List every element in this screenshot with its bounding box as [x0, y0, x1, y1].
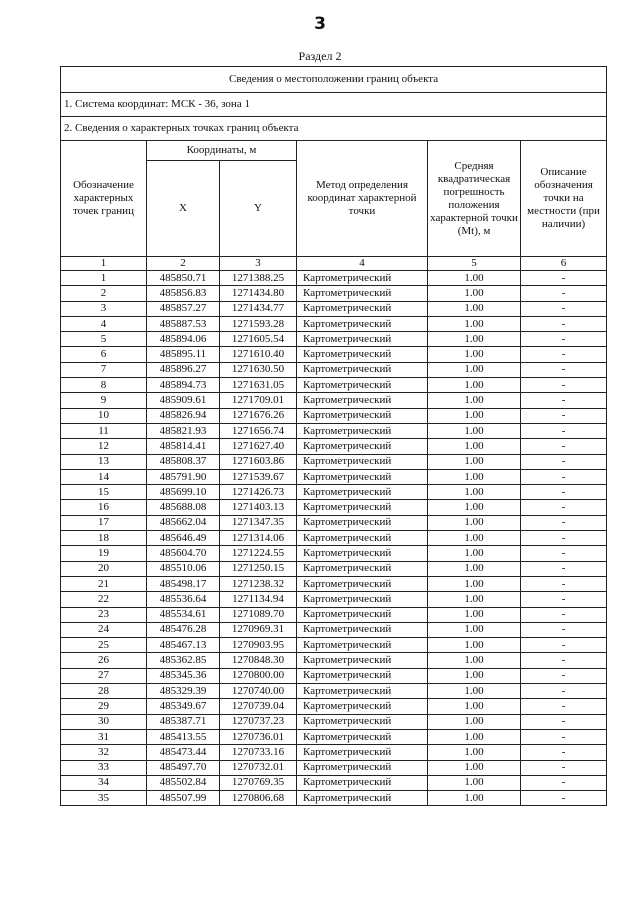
- y-coordinate: 1270740.00: [220, 684, 297, 699]
- x-coordinate: 485345.36: [147, 668, 220, 683]
- point-number: 13: [61, 454, 147, 469]
- mean-error: 1.00: [428, 531, 521, 546]
- mean-error: 1.00: [428, 408, 521, 423]
- description: -: [521, 500, 607, 515]
- y-coordinate: 1271314.06: [220, 531, 297, 546]
- y-coordinate: 1271089.70: [220, 607, 297, 622]
- x-coordinate: 485507.99: [147, 791, 220, 806]
- method: Картометрический: [297, 592, 428, 607]
- description: -: [521, 408, 607, 423]
- x-coordinate: 485688.08: [147, 500, 220, 515]
- x-coordinate: 485896.27: [147, 362, 220, 377]
- method: Картометрический: [297, 653, 428, 668]
- table-row: [61, 423, 607, 438]
- description: -: [521, 531, 607, 546]
- page-number: 3: [314, 14, 326, 34]
- description: -: [521, 561, 607, 576]
- x-coordinate: 485909.61: [147, 393, 220, 408]
- header-description: Описание обозначения точки на местности (при наличии): [521, 141, 607, 257]
- description: -: [521, 745, 607, 760]
- mean-error: 1.00: [428, 561, 521, 576]
- method: Картометрический: [297, 714, 428, 729]
- header-method: Метод определения координат характерной точки: [297, 141, 428, 257]
- section-title: Раздел 2: [298, 49, 342, 63]
- table-row: [61, 622, 607, 637]
- x-coordinate: 485791.90: [147, 469, 220, 484]
- description: -: [521, 454, 607, 469]
- point-number: 24: [61, 622, 147, 637]
- table-row: [61, 561, 607, 576]
- y-coordinate: 1271709.01: [220, 393, 297, 408]
- point-number: 12: [61, 439, 147, 454]
- method: Картометрический: [297, 561, 428, 576]
- description: -: [521, 286, 607, 301]
- mean-error: 1.00: [428, 729, 521, 744]
- point-number: 15: [61, 485, 147, 500]
- mean-error: 1.00: [428, 301, 521, 316]
- y-coordinate: 1271388.25: [220, 271, 297, 286]
- mean-error: 1.00: [428, 638, 521, 653]
- y-coordinate: 1270736.01: [220, 729, 297, 744]
- y-coordinate: 1271603.86: [220, 454, 297, 469]
- x-coordinate: 485850.71: [147, 271, 220, 286]
- mean-error: 1.00: [428, 332, 521, 347]
- description: -: [521, 760, 607, 775]
- description: -: [521, 775, 607, 790]
- table-row: [61, 454, 607, 469]
- mean-error: 1.00: [428, 775, 521, 790]
- x-coordinate: 485857.27: [147, 301, 220, 316]
- description: -: [521, 362, 607, 377]
- y-coordinate: 1271676.26: [220, 408, 297, 423]
- table-row: [61, 301, 607, 316]
- y-coordinate: 1271630.50: [220, 362, 297, 377]
- method: Картометрический: [297, 791, 428, 806]
- mean-error: 1.00: [428, 607, 521, 622]
- description: -: [521, 622, 607, 637]
- x-coordinate: 485467.13: [147, 638, 220, 653]
- y-coordinate: 1271238.32: [220, 576, 297, 591]
- column-number: 2: [147, 257, 220, 271]
- boundary-points-table: [60, 66, 607, 806]
- y-coordinate: 1271347.35: [220, 515, 297, 530]
- table-row: [61, 546, 607, 561]
- point-number: 35: [61, 791, 147, 806]
- table-row: [61, 332, 607, 347]
- x-coordinate: 485413.55: [147, 729, 220, 744]
- point-number: 3: [61, 301, 147, 316]
- mean-error: 1.00: [428, 760, 521, 775]
- point-number: 29: [61, 699, 147, 714]
- table-row: [61, 684, 607, 699]
- mean-error: 1.00: [428, 546, 521, 561]
- table-row: [61, 576, 607, 591]
- point-number: 30: [61, 714, 147, 729]
- x-coordinate: 485808.37: [147, 454, 220, 469]
- table-row: [61, 653, 607, 668]
- description: -: [521, 791, 607, 806]
- mean-error: 1.00: [428, 500, 521, 515]
- point-number: 20: [61, 561, 147, 576]
- table-row: [61, 531, 607, 546]
- table-title: Сведения о местоположении границ объекта: [61, 67, 607, 93]
- y-coordinate: 1270732.01: [220, 760, 297, 775]
- table-row: [61, 791, 607, 806]
- method: Картометрический: [297, 393, 428, 408]
- method: Картометрический: [297, 622, 428, 637]
- mean-error: 1.00: [428, 699, 521, 714]
- table-row: [61, 469, 607, 484]
- description: -: [521, 469, 607, 484]
- mean-error: 1.00: [428, 592, 521, 607]
- description: -: [521, 546, 607, 561]
- column-number: 1: [61, 257, 147, 271]
- column-number-row: [61, 257, 607, 271]
- mean-error: 1.00: [428, 668, 521, 683]
- point-number: 2: [61, 286, 147, 301]
- description: -: [521, 576, 607, 591]
- header-designation: Обозначение характерных точек границ: [61, 141, 147, 257]
- point-number: 9: [61, 393, 147, 408]
- y-coordinate: 1271426.73: [220, 485, 297, 500]
- header-x: X: [147, 161, 220, 257]
- point-number: 19: [61, 546, 147, 561]
- x-coordinate: 485349.67: [147, 699, 220, 714]
- coord-system: 1. Система координат: МСК - 36, зона 1: [61, 93, 607, 117]
- description: -: [521, 393, 607, 408]
- table-row: [61, 485, 607, 500]
- method: Картометрический: [297, 286, 428, 301]
- point-number: 4: [61, 316, 147, 331]
- mean-error: 1.00: [428, 653, 521, 668]
- point-number: 17: [61, 515, 147, 530]
- column-number: 4: [297, 257, 428, 271]
- table-row: [61, 714, 607, 729]
- column-number: 3: [220, 257, 297, 271]
- mean-error: 1.00: [428, 423, 521, 438]
- point-number: 27: [61, 668, 147, 683]
- y-coordinate: 1270769.35: [220, 775, 297, 790]
- y-coordinate: 1270848.30: [220, 653, 297, 668]
- x-coordinate: 485646.49: [147, 531, 220, 546]
- description: -: [521, 653, 607, 668]
- mean-error: 1.00: [428, 745, 521, 760]
- method: Картометрический: [297, 332, 428, 347]
- y-coordinate: 1271224.55: [220, 546, 297, 561]
- header-y: Y: [220, 161, 297, 257]
- method: Картометрический: [297, 423, 428, 438]
- table-row: [61, 745, 607, 760]
- point-number: 18: [61, 531, 147, 546]
- description: -: [521, 423, 607, 438]
- mean-error: 1.00: [428, 469, 521, 484]
- x-coordinate: 485510.06: [147, 561, 220, 576]
- header-error: Средняя квадратическая погрешность положения характерной точки (Mt), м: [428, 141, 521, 257]
- table-row: [61, 592, 607, 607]
- y-coordinate: 1271403.13: [220, 500, 297, 515]
- x-coordinate: 485536.64: [147, 592, 220, 607]
- table-row: [61, 699, 607, 714]
- x-coordinate: 485894.73: [147, 378, 220, 393]
- x-coordinate: 485497.70: [147, 760, 220, 775]
- y-coordinate: 1270733.16: [220, 745, 297, 760]
- y-coordinate: 1271250.15: [220, 561, 297, 576]
- point-number: 6: [61, 347, 147, 362]
- description: -: [521, 668, 607, 683]
- y-coordinate: 1270806.68: [220, 791, 297, 806]
- point-number: 28: [61, 684, 147, 699]
- description: -: [521, 714, 607, 729]
- table-row: [61, 607, 607, 622]
- point-number: 5: [61, 332, 147, 347]
- description: -: [521, 485, 607, 500]
- y-coordinate: 1271593.28: [220, 316, 297, 331]
- mean-error: 1.00: [428, 439, 521, 454]
- method: Картометрический: [297, 638, 428, 653]
- point-number: 10: [61, 408, 147, 423]
- x-coordinate: 485476.28: [147, 622, 220, 637]
- table-row: [61, 760, 607, 775]
- point-number: 8: [61, 378, 147, 393]
- x-coordinate: 485894.06: [147, 332, 220, 347]
- method: Картометрический: [297, 301, 428, 316]
- mean-error: 1.00: [428, 347, 521, 362]
- x-coordinate: 485662.04: [147, 515, 220, 530]
- y-coordinate: 1270737.23: [220, 714, 297, 729]
- description: -: [521, 271, 607, 286]
- header-coordinates: Координаты, м: [147, 141, 297, 161]
- x-coordinate: 485895.11: [147, 347, 220, 362]
- x-coordinate: 485387.71: [147, 714, 220, 729]
- method: Картометрический: [297, 362, 428, 377]
- method: Картометрический: [297, 485, 428, 500]
- method: Картометрический: [297, 729, 428, 744]
- x-coordinate: 485604.70: [147, 546, 220, 561]
- table-row: [61, 515, 607, 530]
- table-row: [61, 347, 607, 362]
- point-number: 21: [61, 576, 147, 591]
- y-coordinate: 1271434.80: [220, 286, 297, 301]
- points-heading: 2. Сведения о характерных точках границ объекта: [61, 117, 607, 141]
- point-number: 26: [61, 653, 147, 668]
- method: Картометрический: [297, 546, 428, 561]
- mean-error: 1.00: [428, 378, 521, 393]
- y-coordinate: 1271610.40: [220, 347, 297, 362]
- y-coordinate: 1271605.54: [220, 332, 297, 347]
- x-coordinate: 485856.83: [147, 286, 220, 301]
- method: Картометрический: [297, 271, 428, 286]
- method: Картометрический: [297, 760, 428, 775]
- table-row: [61, 286, 607, 301]
- description: -: [521, 515, 607, 530]
- y-coordinate: 1270800.00: [220, 668, 297, 683]
- point-number: 16: [61, 500, 147, 515]
- x-coordinate: 485362.85: [147, 653, 220, 668]
- x-coordinate: 485502.84: [147, 775, 220, 790]
- table-row: [61, 316, 607, 331]
- mean-error: 1.00: [428, 515, 521, 530]
- mean-error: 1.00: [428, 454, 521, 469]
- point-number: 33: [61, 760, 147, 775]
- y-coordinate: 1271631.05: [220, 378, 297, 393]
- method: Картометрический: [297, 515, 428, 530]
- x-coordinate: 485826.94: [147, 408, 220, 423]
- method: Картометрический: [297, 439, 428, 454]
- y-coordinate: 1270903.95: [220, 638, 297, 653]
- description: -: [521, 347, 607, 362]
- x-coordinate: 485473.44: [147, 745, 220, 760]
- description: -: [521, 729, 607, 744]
- method: Картометрический: [297, 347, 428, 362]
- mean-error: 1.00: [428, 362, 521, 377]
- method: Картометрический: [297, 531, 428, 546]
- x-coordinate: 485534.61: [147, 607, 220, 622]
- method: Картометрический: [297, 745, 428, 760]
- method: Картометрический: [297, 454, 428, 469]
- y-coordinate: 1271539.67: [220, 469, 297, 484]
- method: Картометрический: [297, 408, 428, 423]
- method: Картометрический: [297, 607, 428, 622]
- mean-error: 1.00: [428, 485, 521, 500]
- point-number: 1: [61, 271, 147, 286]
- y-coordinate: 1270969.31: [220, 622, 297, 637]
- description: -: [521, 378, 607, 393]
- point-number: 25: [61, 638, 147, 653]
- mean-error: 1.00: [428, 622, 521, 637]
- x-coordinate: 485887.53: [147, 316, 220, 331]
- point-number: 22: [61, 592, 147, 607]
- table-row: [61, 729, 607, 744]
- method: Картометрический: [297, 316, 428, 331]
- method: Картометрический: [297, 684, 428, 699]
- column-number: 5: [428, 257, 521, 271]
- mean-error: 1.00: [428, 684, 521, 699]
- mean-error: 1.00: [428, 316, 521, 331]
- point-number: 14: [61, 469, 147, 484]
- point-number: 7: [61, 362, 147, 377]
- y-coordinate: 1271627.40: [220, 439, 297, 454]
- description: -: [521, 638, 607, 653]
- table-row: [61, 393, 607, 408]
- table-row: [61, 378, 607, 393]
- y-coordinate: 1271434.77: [220, 301, 297, 316]
- table-row: [61, 638, 607, 653]
- description: -: [521, 301, 607, 316]
- method: Картометрический: [297, 378, 428, 393]
- x-coordinate: 485814.41: [147, 439, 220, 454]
- x-coordinate: 485498.17: [147, 576, 220, 591]
- table-row: [61, 439, 607, 454]
- description: -: [521, 439, 607, 454]
- point-number: 31: [61, 729, 147, 744]
- table-row: [61, 271, 607, 286]
- x-coordinate: 485699.10: [147, 485, 220, 500]
- column-number: 6: [521, 257, 607, 271]
- mean-error: 1.00: [428, 393, 521, 408]
- point-number: 23: [61, 607, 147, 622]
- table-row: [61, 362, 607, 377]
- description: -: [521, 607, 607, 622]
- mean-error: 1.00: [428, 271, 521, 286]
- point-number: 34: [61, 775, 147, 790]
- method: Картометрический: [297, 668, 428, 683]
- description: -: [521, 592, 607, 607]
- description: -: [521, 684, 607, 699]
- table-row: [61, 408, 607, 423]
- y-coordinate: 1270739.04: [220, 699, 297, 714]
- y-coordinate: 1271656.74: [220, 423, 297, 438]
- x-coordinate: 485329.39: [147, 684, 220, 699]
- method: Картометрический: [297, 469, 428, 484]
- mean-error: 1.00: [428, 791, 521, 806]
- y-coordinate: 1271134.94: [220, 592, 297, 607]
- table-row: [61, 668, 607, 683]
- point-number: 11: [61, 423, 147, 438]
- method: Картометрический: [297, 576, 428, 591]
- point-number: 32: [61, 745, 147, 760]
- description: -: [521, 699, 607, 714]
- mean-error: 1.00: [428, 286, 521, 301]
- method: Картометрический: [297, 699, 428, 714]
- mean-error: 1.00: [428, 576, 521, 591]
- table-row: [61, 775, 607, 790]
- method: Картометрический: [297, 500, 428, 515]
- mean-error: 1.00: [428, 714, 521, 729]
- description: -: [521, 332, 607, 347]
- method: Картометрический: [297, 775, 428, 790]
- description: -: [521, 316, 607, 331]
- x-coordinate: 485821.93: [147, 423, 220, 438]
- table-row: [61, 500, 607, 515]
